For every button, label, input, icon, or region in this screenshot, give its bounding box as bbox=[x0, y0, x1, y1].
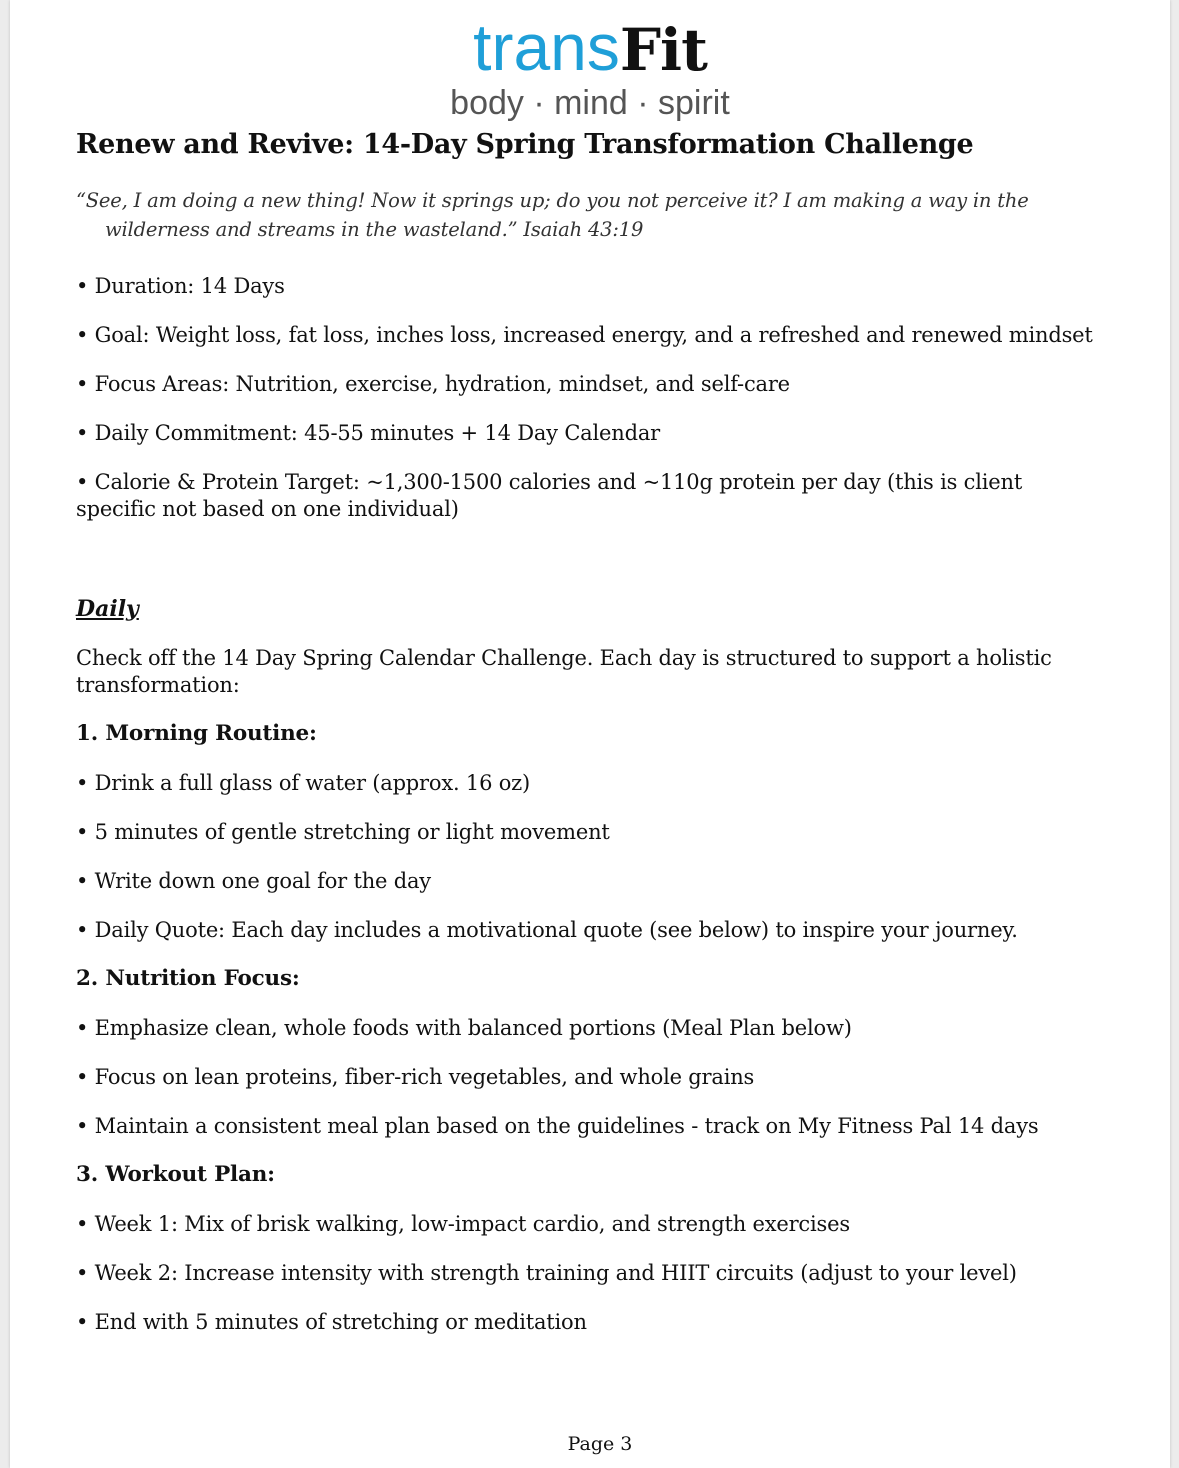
list-item: • Write down one goal for the day bbox=[76, 869, 431, 893]
page-number: Page 3 bbox=[567, 1433, 633, 1455]
document-title: Renew and Revive: 14-Day Spring Transformation Challenge bbox=[76, 129, 974, 160]
section-heading: 1. Morning Routine: bbox=[76, 721, 317, 746]
overview-item-commitment: • Daily Commitment: 45-55 minutes + 14 Day Calendar bbox=[76, 421, 660, 445]
section-heading: 3. Workout Plan: bbox=[76, 1162, 275, 1187]
list-item: • Maintain a consistent meal plan based on the guidelines - track on My Fitness Pal 14 days bbox=[76, 1114, 1039, 1138]
list-item: • Daily Quote: Each day includes a motivational quote (see below) to inspire your journey. bbox=[76, 918, 1018, 942]
list-item: • 5 minutes of gentle stretching or light movement bbox=[76, 820, 610, 844]
scripture-quote: “See, I am doing a new thing! Now it springs up; do you not perceive it? I am making a way in the wilderness and streams in the wasteland.” Isaiah 43:19 bbox=[76, 189, 1029, 241]
overview-item-focus: • Focus Areas: Nutrition, exercise, hydration, mindset, and self-care bbox=[76, 372, 790, 396]
section-workout-plan bbox=[76, 1161, 1106, 1336]
overview-item-goal: • Goal: Weight loss, fat loss, inches loss, increased energy, and a refreshed and renewed mindset bbox=[76, 323, 1093, 347]
logo-wordmark bbox=[473, 10, 707, 84]
logo-fit-text: Fit bbox=[619, 16, 707, 84]
list-item: • Drink a full glass of water (approx. 16 oz) bbox=[76, 771, 531, 795]
overview-item-calorie: • Calorie & Protein Target: ~1,300-1500 calories and ~110g protein per day (this is client specific not based on one individual) bbox=[76, 470, 1023, 521]
logo-trans-text: trans bbox=[473, 10, 620, 84]
list-item: • End with 5 minutes of stretching or meditation bbox=[76, 1310, 587, 1334]
logo-tagline: body · mind · spirit bbox=[450, 84, 730, 122]
transfit-logo bbox=[10, 10, 1170, 122]
section-heading: 2. Nutrition Focus: bbox=[76, 966, 300, 991]
overview-item-duration: • Duration: 14 Days bbox=[76, 274, 285, 298]
document-body bbox=[76, 128, 1106, 1336]
list-item: • Focus on lean proteins, fiber-rich vegetables, and whole grains bbox=[76, 1065, 755, 1089]
document-page bbox=[10, 0, 1170, 1468]
overview-list bbox=[76, 273, 1106, 523]
list-item: • Week 1: Mix of brisk walking, low-impact cardio, and strength exercises bbox=[76, 1212, 850, 1236]
daily-intro: Check off the 14 Day Spring Calendar Challenge. Each day is structured to support a holistic transformation: bbox=[76, 646, 1052, 697]
section-nutrition-focus bbox=[76, 965, 1106, 1140]
list-item: • Emphasize clean, whole foods with balanced portions (Meal Plan below) bbox=[76, 1016, 852, 1040]
section-morning-routine bbox=[76, 720, 1106, 944]
daily-heading: Daily bbox=[76, 596, 139, 622]
list-item: • Week 2: Increase intensity with strength training and HIIT circuits (adjust to your level) bbox=[76, 1261, 1017, 1285]
